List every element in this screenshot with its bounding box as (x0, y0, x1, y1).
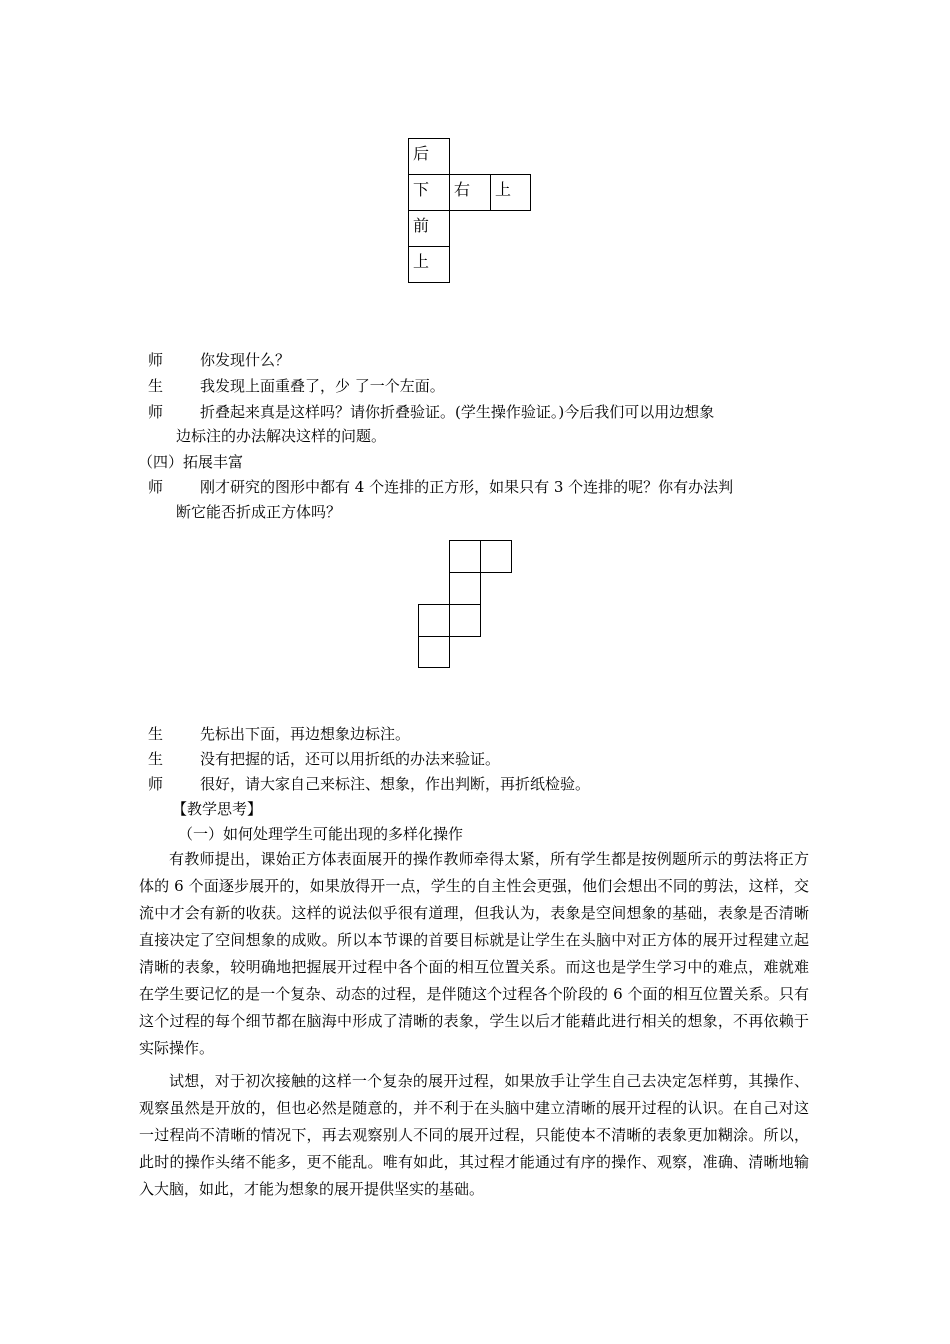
dialogue-line (148, 747, 818, 771)
net-cell (449, 572, 481, 605)
net-cell (408, 138, 450, 175)
dialogue-text: 很好，请大家自己来标注、想象，作出判断，再折纸检验。 (200, 775, 591, 793)
net-cell (449, 604, 481, 637)
dialogue-text: 你发现什么？ (200, 351, 291, 369)
dialogue-line (148, 772, 818, 796)
speaker: 师 (148, 775, 164, 793)
cube-net-diagram-2 (0, 530, 950, 680)
speaker: 师 (148, 351, 164, 369)
dialogue-text: 没有把握的话，还可以用折纸的办法来验证。 (200, 750, 501, 768)
net-cell (418, 604, 450, 637)
reflection-title: 【教学思考】 (172, 800, 263, 818)
dialogue-text: 折叠起来真是这样吗？请你折叠验证。(学生操作验证。)今后我们可以用边想象 (200, 403, 715, 421)
net-cell (449, 174, 491, 211)
speaker: 生 (148, 377, 164, 395)
speaker: 生 (148, 750, 164, 768)
net-cell (480, 540, 512, 573)
net-cell-label: 前 (413, 216, 430, 235)
dialogue-continuation: 边标注的办法解决这样的问题。 (176, 427, 387, 445)
net-cell-label: 上 (495, 180, 512, 199)
net-cell-label: 上 (413, 252, 430, 271)
net-cell (449, 540, 481, 573)
net-cell (408, 246, 450, 283)
paragraph: 有教师提出，课始正方体表面展开的操作教师牵得太紧，所有学生都是按例题所示的剪法将正方体的 6 个面逐步展开的，如果放得开一点，学生的自主性会更强，他们会想出不同的剪法，这样，交流中才会有新的收获。这样的说法似乎很有道理，但我认为，表象是空间想象的基础，表象是否清晰直接决定了空间想象的成败。所以本节课的首要目标就是让学生在头脑中对正方体的展开过程建立起清晰的表象，较明确地把握展开过程中各个面的相互位置关系。而这也是学生学习中的难点，难就难在学生要记忆的是一个复杂、动态的过程，是伴随这个过程各个阶段的 6 个面的相互位置关系。只有这个过程的每个细节都在脑海中形成了清晰的表象，学生以后才能藉此进行相关的想象，不再依赖于实际操作。 (139, 850, 809, 1057)
subheading: （一）如何处理学生可能出现的多样化操作 (178, 825, 464, 843)
dialogue-text: 我发现上面重叠了，少 了一个左面。 (200, 377, 445, 395)
dialogue-line (148, 475, 818, 499)
net-cell-label: 右 (454, 180, 471, 199)
paragraph: 试想，对于初次接触的这样一个复杂的展开过程，如果放手让学生自己去决定怎样剪，其操作、观察虽然是开放的，但也必然是随意的，并不利于在头脑中建立清晰的展开过程的认识。在自己对这一过程尚不清晰的情况下，再去观察别人不同的展开过程，只能使本不清晰的表象更加糊涂。所以，此时的操作头绪不能多，更不能乱。唯有如此，其过程才能通过有序的操作、观察，准确、清晰地输入大脑，如此，才能为想象的展开提供坚实的基础。 (139, 1072, 809, 1198)
dialogue-text: 先标出下面，再边想象边标注。 (200, 725, 411, 743)
net-cell (418, 636, 450, 668)
dialogue-text: 刚才研究的图形中都有 4 个连排的正方形，如果只有 3 个连排的呢？你有办法判 (200, 478, 734, 496)
net-cell (408, 174, 450, 211)
net-cell (408, 210, 450, 247)
speaker: 师 (148, 403, 164, 421)
speaker: 师 (148, 478, 164, 496)
dialogue-line (148, 348, 818, 372)
speaker: 生 (148, 725, 164, 743)
net-cell-label: 后 (413, 144, 430, 163)
dialogue-line (148, 374, 818, 398)
section-heading: （四）拓展丰富 (138, 453, 244, 471)
net-cell (490, 174, 531, 211)
net-cell-label: 下 (413, 180, 430, 199)
cube-net-diagram-1 (0, 0, 950, 300)
dialogue-continuation: 断它能否折成正方体吗？ (176, 503, 342, 521)
dialogue-line (148, 722, 818, 746)
dialogue-line (148, 400, 818, 424)
